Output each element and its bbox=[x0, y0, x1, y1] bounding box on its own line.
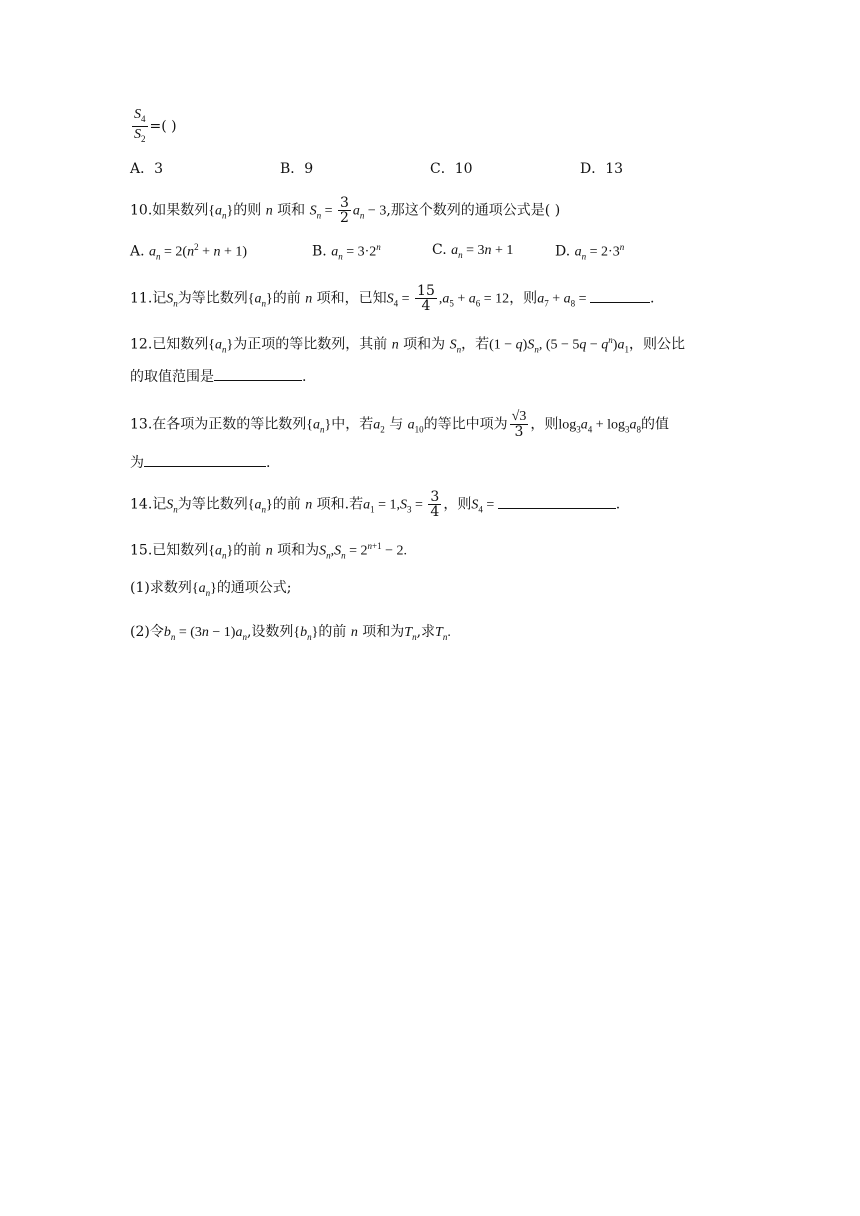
q10-choice-c[interactable]: C. $a_n = 3n + 1$ bbox=[432, 242, 514, 260]
q9-choice-c[interactable]: C．10 bbox=[430, 161, 473, 177]
q10-choice-a[interactable]: A. $a_n = 2(n^2 + n + 1)$ bbox=[130, 242, 248, 262]
q11-answer-blank[interactable] bbox=[590, 288, 650, 303]
q11-stem: 11.记$S_n$为等比数列$\{a_n\}$的前 n 项和，已知$S_4$ = $\frac{15}{4}$ $,a_5 + a_6 = 12$，则$a_7 + a_8$ = . bbox=[130, 283, 655, 314]
q13-line2: 为 . bbox=[130, 452, 270, 473]
q15-stem: 15.已知数列$\{a_n\}$的前 n 项和为$S_n,S_n = 2^{n+1} - 2$. bbox=[130, 541, 408, 561]
q14-answer-blank[interactable] bbox=[498, 494, 616, 509]
q10-choice-b[interactable]: B. $a_n = 3\cdot 2^n$ bbox=[312, 242, 381, 262]
q9-choice-a[interactable]: A．3 bbox=[130, 161, 164, 177]
q15-part2: (2)令$b_n = (3n - 1)a_n$,设数列$\{b_n\}$的前 n 项和为$T_n$,求$T_n$. bbox=[130, 624, 451, 642]
q9-choice-b[interactable]: B．9 bbox=[280, 161, 314, 177]
q10-choice-d[interactable]: D. $a_n = 2\cdot 3^n$ bbox=[555, 242, 625, 262]
q13-stem: 13.在各项为正数的等比数列$\{a_n\}$中，若$a_2$ 与 $a_{10}$的等比中项为 $\frac{√3}{3}$ ，则$\log_3a_4 + \log_3a_8$的值 bbox=[130, 409, 670, 440]
q9-expression: $\frac{S_4}{S_2}$ =( ) bbox=[134, 107, 177, 144]
q12-line2: 的取值范围是 . bbox=[130, 366, 306, 387]
q13-answer-blank[interactable] bbox=[144, 452, 266, 467]
q9-choice-d[interactable]: D．13 bbox=[580, 161, 624, 177]
q10-stem: 10.如果数列$\{a_n\}$的则 n 项和 $S_n$ = $\frac{3}{2}$ $a_n - 3$,那这个数列的通项公式是( ) bbox=[130, 195, 561, 226]
q15-part1: (1)求数列$\{a_n\}$的通项公式; bbox=[130, 580, 292, 598]
q12-answer-blank[interactable] bbox=[214, 366, 302, 381]
fraction-s4-s2: $\frac{S_4}{S_2}$ bbox=[134, 107, 146, 144]
q12-stem: 12.已知数列$\{a_n\}$为正项的等比数列，其前 n 项和为 $S_n$，若$(1 - q)S_n$, $(5 - 5q - q^n)a_1$，则公比 bbox=[130, 335, 685, 355]
q14-stem: 14.记$S_n$为等比数列$\{a_n\}$的前 n 项和.若$a_1 = 1,S_3$ = $\frac{3}{4}$ ，则$S_4$ = . bbox=[130, 489, 621, 520]
